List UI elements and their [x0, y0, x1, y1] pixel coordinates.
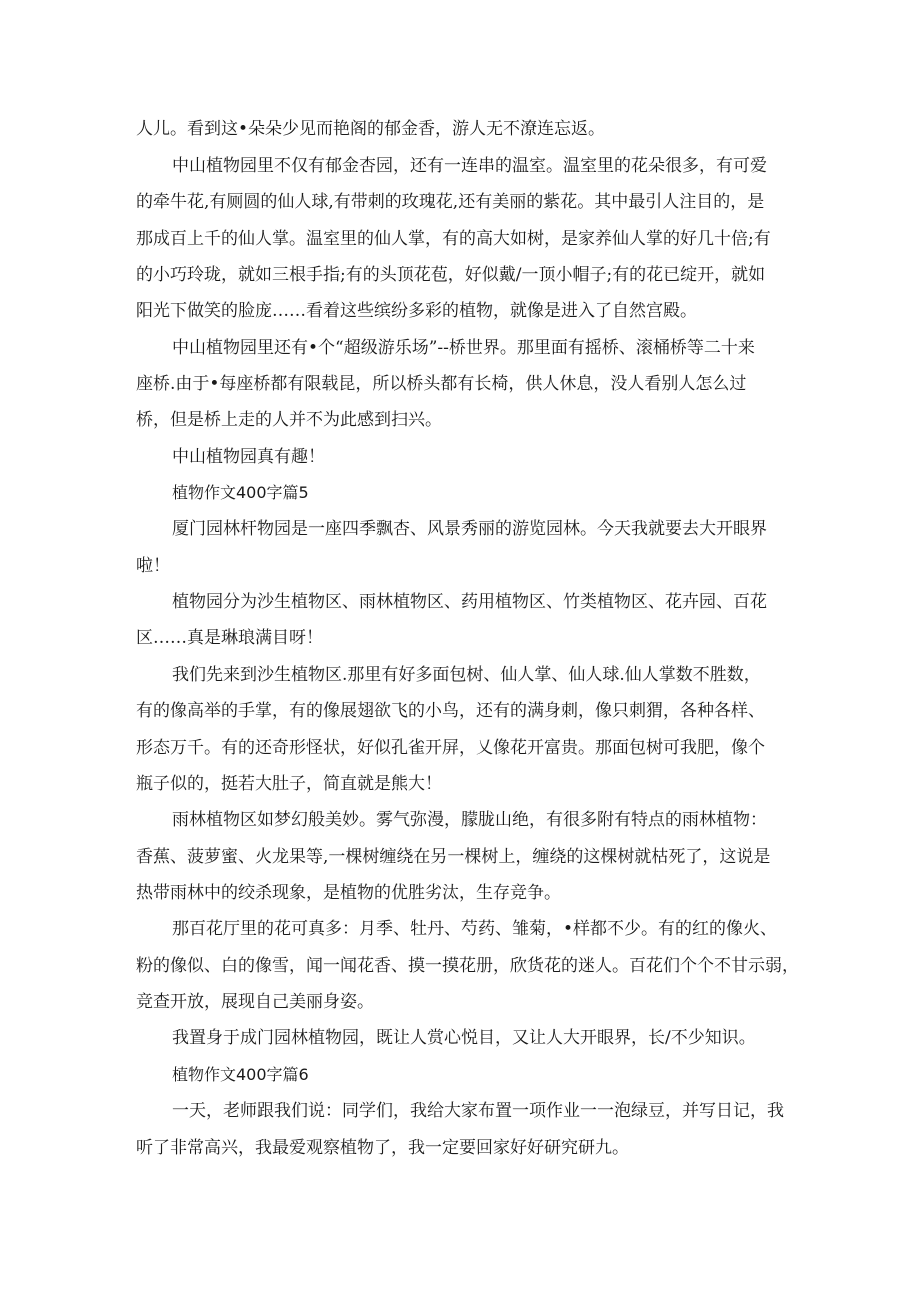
paragraph-line-7: 中山植物园里还有•个“超级游乐场”--桥世界。那里面有摇桥、滚桶桥等二十来	[172, 338, 755, 358]
paragraph-line-28: 一天，老师跟我们说：同学们，我给大家布置一项作业一一泡绿豆，并写日记，我	[172, 1101, 784, 1121]
text-line-17: 有的像高举的手掌，有的像展翅欲飞的小鸟，还有的满身刺，像只刺猬，各种各样、	[136, 701, 765, 721]
paragraph-line-26: 我置身于成门园林植物园，既让人赏心悦目，又让人大开眼界，长/不少知识。	[172, 1028, 756, 1048]
paragraph-line-16: 我们先来到沙生植物区.那里有好多面包树、仙人掌、仙人球.仙人掌数不胜数，	[172, 665, 761, 685]
text-line-4: 那成百上千的仙人掌。温室里的仙人掌，有的高大如树，是家养仙人掌的好几十倍;有	[136, 229, 771, 249]
paragraph-line-20: 雨林植物区如梦幻般美妙。雾气弥漫，朦胧山绝，有很多附有特点的雨林植物：	[172, 810, 767, 830]
paragraph-line-12: 厦门园林杆物园是一座四季飘杏、风景秀丽的游览园林。今天我就要去大开眼界	[172, 519, 767, 539]
section-heading-5: 植物作文400字篇5	[172, 483, 309, 502]
text-line-6: 阳光下做笑的脸庞……看着这些缤纷多彩的植物，就像是进入了自然宫殿。	[136, 301, 697, 321]
text-line-24: 粉的像似、白的像雪，闻一闻花香、摸一摸花册，欣货花的迷人。百花们个个不甘示弱，	[136, 956, 799, 976]
paragraph-line-14: 植物园分为沙生植物区、雨林植物区、药用植物区、竹类植物区、花卉园、百花	[172, 592, 767, 612]
text-line-3: 的牵牛花,有厕圆的仙人球,有带刺的玫瑰花,还有美丽的紫花。其中最引人注目的，是	[136, 192, 765, 212]
text-line-25: 竞查开放，展现自己美丽身姿。	[136, 992, 374, 1012]
text-line-1: 人儿。看到这•朵朵少见而艳阁的郁金香，游人无不潦连忘返。	[136, 119, 606, 139]
section-heading-6: 植物作文400字篇6	[172, 1065, 309, 1084]
paragraph-line-10: 中山植物园真有趣！	[172, 447, 325, 467]
text-line-21: 香蕉、菠萝蜜、火龙果等,一棵树缠绕在另一棵树上，缠绕的这棵树就枯死了，这说是	[136, 847, 771, 867]
text-line-19: 瓶子似的，挺若大肚子，简直就是熊大！	[136, 774, 442, 794]
text-line-22: 热带雨林中的绞杀现象，是植物的优胜劣汰，生存竞争。	[136, 883, 561, 903]
text-line-15: 区……真是琳琅满目呀！	[136, 628, 323, 648]
text-line-8: 座桥.由于•每座桥都有限载昆，所以桥头都有长椅，供人休息，没人看别人怎么过	[136, 374, 747, 394]
text-line-29: 听了非常高兴，我最爱观察植物了，我一定要回家好好研究研九。	[136, 1138, 629, 1158]
text-line-9: 桥，但是桥上走的人并不为此感到扫兴。	[136, 410, 442, 430]
text-line-18: 形态万千。有的还奇形怪状，好似孔雀开屏，乂像花开富贵。那面包树可我肥，像个	[136, 738, 765, 758]
text-line-5: 的小巧玲珑，就如三根手指;有的头顶花苞，好似戴/一顶小帽子;有的花已绽开，就如	[136, 265, 766, 285]
text-line-13: 啦！	[136, 556, 170, 576]
paragraph-line-2: 中山植物园里不仅有郁金杏园，还有一连串的温室。温室里的花朵很多，有可爱	[172, 156, 767, 176]
paragraph-line-23: 那百花厅里的花可真多：月季、牡丹、芍药、雏菊，•样都不少。有的红的像火、	[172, 919, 778, 939]
